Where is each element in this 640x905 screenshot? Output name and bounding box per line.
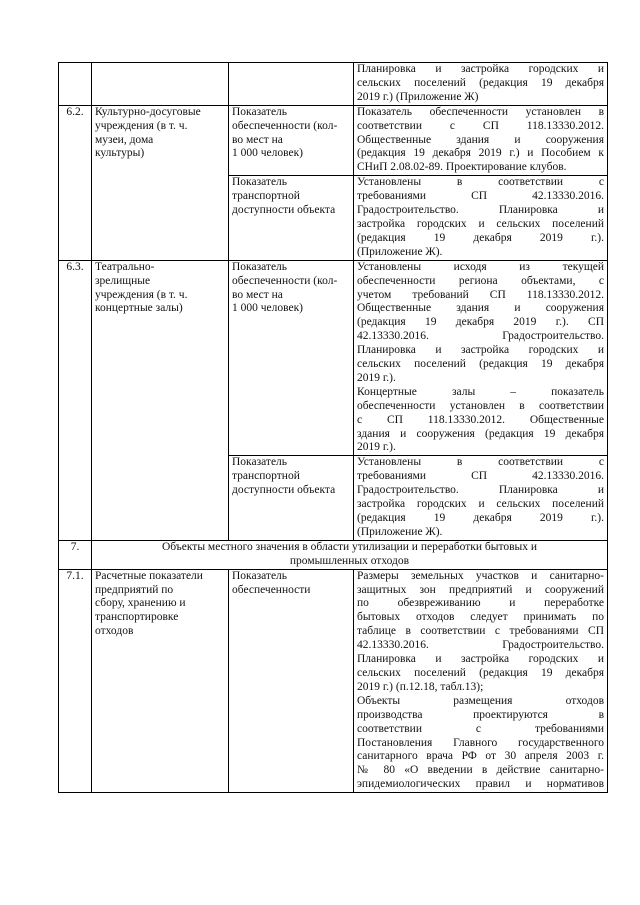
- table-row-6-2: [59, 105, 608, 176]
- cell-requirement: [354, 63, 608, 106]
- text-line: требованиями СП 42.13330.2016.: [357, 190, 604, 203]
- text-line: обеспеченности региона объектами, с: [357, 274, 604, 287]
- text-line: учреждения (в т. ч.: [95, 119, 188, 132]
- cell-empty-indicator: [229, 63, 354, 106]
- cell-empty-number: [59, 63, 92, 106]
- text-line: транспортной: [232, 470, 300, 483]
- section-row-7: [59, 540, 608, 569]
- text-line: зрелищные: [95, 274, 151, 287]
- text-line: (Приложение Ж).: [357, 245, 443, 258]
- text-line: во мест на: [232, 133, 283, 146]
- table-row-continued: [59, 63, 608, 106]
- text-line: соответствии с требованиями: [357, 722, 604, 735]
- text-line: концертные залы): [95, 302, 183, 315]
- text-line: Градостроительство. Планировка и: [357, 484, 604, 497]
- text-line: предприятий по: [95, 583, 174, 596]
- text-line: (редакция 19 декабря 2019 г.).: [357, 512, 604, 524]
- text-line: Общественные здания и сооружения: [357, 302, 604, 315]
- text-line: здания и сооружения (редакция 19 декабря: [357, 427, 604, 440]
- text-line: сельских поселений (редакция 19 декабря: [357, 358, 604, 371]
- cell-requirement: [354, 260, 608, 456]
- text-line: сбору, хранению и: [95, 597, 186, 610]
- text-line: Показатель: [232, 456, 288, 469]
- section-title: [92, 540, 608, 569]
- indicator-name: [229, 569, 354, 793]
- text-line: 2019 г.) (Приложение Ж): [357, 90, 479, 103]
- text-line: отходов: [95, 625, 134, 638]
- text-line: Показатель обеспеченности установлен в: [357, 105, 604, 118]
- indicator-name: [229, 176, 354, 260]
- text-line: (редакция 19 декабря 2019 г.). СП: [357, 316, 604, 329]
- text-line: Установлены исходя из текущей: [357, 260, 604, 273]
- text-line: Установлены в соответствии с: [357, 456, 604, 469]
- text-line: бытовых отходов следует принимать по: [357, 611, 604, 624]
- cell-empty-name: [92, 63, 229, 106]
- text-line: обеспеченности (кол-: [232, 119, 338, 132]
- text-line: доступности объекта: [232, 484, 336, 497]
- table-row-7-1: [59, 569, 608, 793]
- text-line: обеспеченности (кол-: [232, 274, 338, 287]
- text-line: таблице в соответствии с требованиями СП: [357, 625, 604, 638]
- text-line: Показатель: [232, 569, 288, 582]
- text-line: застройка городских и сельских поселений: [357, 498, 604, 511]
- text-line: 2019 г.).: [357, 441, 396, 454]
- indicator-name: [229, 260, 354, 456]
- text-line: (редакция 19 декабря 2019 г.).: [357, 231, 604, 244]
- row-number: 6.3.: [59, 260, 92, 540]
- text-line: Постановления Главного государственного: [357, 736, 604, 749]
- text-line: защитных зон предприятий и сооружений: [357, 583, 604, 596]
- text-line: Концертные залы – показатель: [357, 385, 604, 398]
- text-line: Градостроительство. Планировка и: [357, 204, 604, 217]
- text-line: соответствии с СП 118.13330.2012.: [357, 119, 604, 132]
- cell-requirement: [354, 456, 608, 540]
- text-line: учетом требований СП 118.13330.2012.: [357, 288, 604, 301]
- row-number: 7.1.: [59, 569, 92, 793]
- text-line: транспортировке: [95, 611, 179, 624]
- text-line: Театрально-: [95, 260, 155, 273]
- text-line: Общественные здания и сооружения: [357, 133, 604, 146]
- text-line: культуры): [95, 147, 145, 160]
- text-line: № 80 «О введении в действие санитарно-: [357, 764, 604, 777]
- text-line: Расчетные показатели: [95, 569, 203, 582]
- text-line: Объекты местного значения в области утилизации и переработки бытовых и: [161, 540, 538, 553]
- row-number: 7.: [59, 540, 92, 569]
- text-line: Планировка и застройка городских и: [357, 63, 604, 75]
- text-line: промышленных отходов: [289, 554, 410, 567]
- text-line: Размеры земельных участков и санитарно-: [357, 569, 604, 582]
- text-line: музеи, дома: [95, 133, 154, 146]
- standards-table: [58, 62, 608, 793]
- text-line: сельских поселений (редакция 19 декабря: [357, 666, 604, 679]
- text-line: Культурно-досуговые: [95, 105, 201, 118]
- text-line: обеспеченности: [232, 583, 311, 596]
- cell-requirement: [354, 176, 608, 260]
- text-line: застройка городских и сельских поселений: [357, 217, 604, 230]
- text-line: во мест на: [232, 288, 283, 301]
- text-line: Объекты размещения отходов: [357, 694, 604, 707]
- indicator-name: [229, 105, 354, 176]
- indicator-name: [229, 456, 354, 540]
- text-line: 42.13330.2016. Градостроительство.: [357, 639, 604, 652]
- text-line: по обезвреживанию и переработке: [357, 597, 604, 610]
- text-line: обеспеченности установлен в соответствии: [357, 399, 604, 412]
- facility-name: [92, 569, 229, 793]
- text-line: 2019 г.) (п.12.18, табл.13);: [357, 680, 484, 693]
- text-line: транспортной: [232, 190, 300, 203]
- text-line: доступности объекта: [232, 204, 336, 217]
- text-line: эпидемиологических правил и нормативов: [357, 778, 604, 791]
- text-line: производства проектируются в: [357, 708, 604, 721]
- row-number: 6.2.: [59, 105, 92, 260]
- text-line: 1 000 человек): [232, 147, 304, 160]
- text-line: Планировка и застройка городских и: [357, 653, 604, 666]
- text-line: Планировка и застройка городских и: [357, 344, 604, 357]
- table-row-6-3: [59, 260, 608, 456]
- text-line: (Приложение Ж).: [357, 525, 443, 538]
- text-line: СНиП 2.08.02-89. Проектирование клубов.: [357, 161, 567, 174]
- text-line: 1 000 человек): [232, 302, 304, 315]
- text-line: Установлены в соответствии с: [357, 176, 604, 189]
- text-line: Показатель: [232, 105, 288, 118]
- text-line: сельских поселений (редакция 19 декабря: [357, 76, 604, 89]
- text-line: (редакция 19 декабря 2019 г.) и Пособием к: [357, 147, 604, 160]
- text-line: 2019 г.).: [357, 371, 396, 384]
- text-line: с СП 118.13330.2012. Общественные: [357, 413, 604, 426]
- cell-requirement: [354, 105, 608, 176]
- text-line: Показатель: [232, 176, 288, 189]
- text-line: санитарного врача РФ от 30 апреля 2003 г.: [357, 750, 604, 763]
- facility-name: [92, 260, 229, 540]
- cell-requirement: [354, 569, 608, 793]
- text-line: Показатель: [232, 260, 288, 273]
- text-line: требованиями СП 42.13330.2016.: [357, 470, 604, 483]
- text-line: 42.13330.2016. Градостроительство.: [357, 330, 604, 343]
- text-line: учреждения (в т. ч.: [95, 288, 188, 301]
- facility-name: [92, 105, 229, 260]
